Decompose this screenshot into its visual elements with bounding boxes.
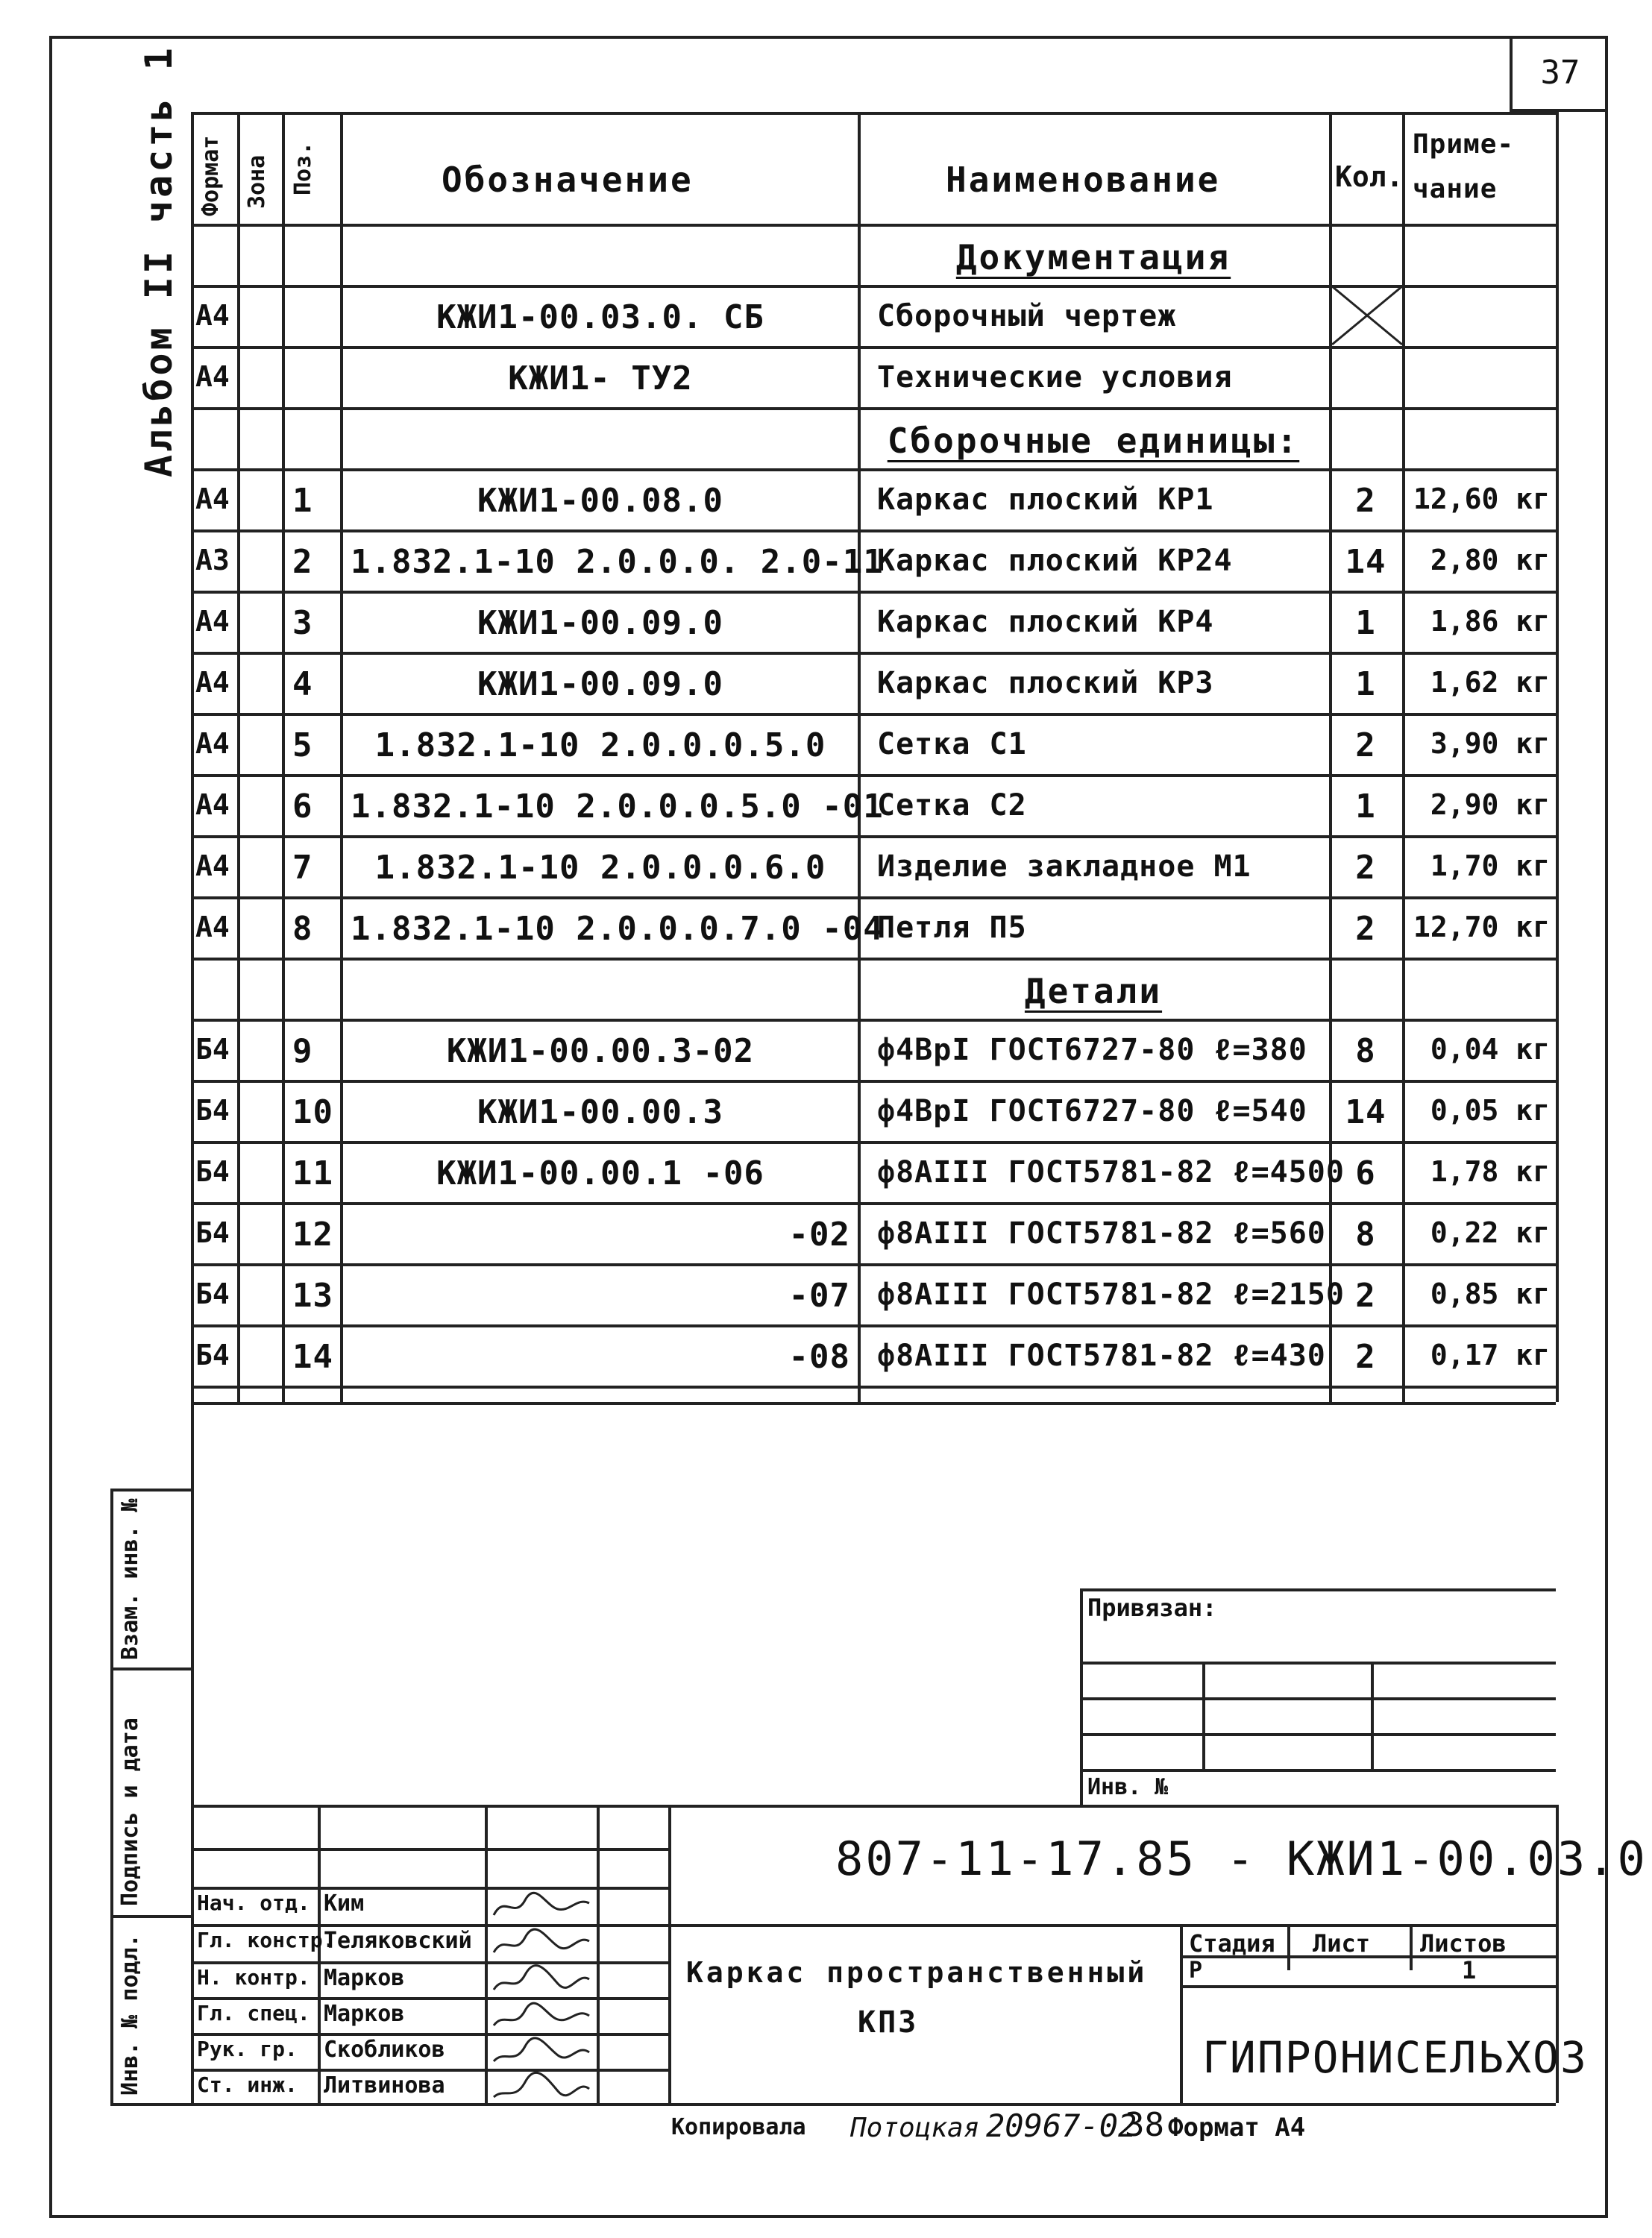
signatory-name: Марков bbox=[324, 2001, 405, 2027]
row-format: А4 bbox=[195, 849, 230, 882]
row-name: ф4ВрI ГОСТ6727-80 ℓ=380 bbox=[877, 1033, 1307, 1067]
row-designation: 1.832.1-10 2.0.0.0.7.0 -04 bbox=[351, 910, 884, 948]
row-note: 0,22 кг bbox=[1430, 1216, 1550, 1249]
row-designation: КЖИ1-00.00.3-02 bbox=[446, 1032, 755, 1070]
signature-mark bbox=[489, 1927, 594, 1961]
header-format: Формат bbox=[198, 135, 224, 216]
signatory-name: Теляковский bbox=[324, 1928, 472, 1954]
footer-format: Формат А4 bbox=[1168, 2113, 1306, 2143]
row-name: Сетка С2 bbox=[877, 788, 1027, 823]
organization: ГИПРОНИСЕЛЬХОЗ bbox=[1202, 2032, 1588, 2083]
row-designation: КЖИ1-00.00.1 -06 bbox=[436, 1154, 764, 1192]
row-note: 12,70 кг bbox=[1413, 911, 1550, 943]
page-number: 37 bbox=[1510, 36, 1608, 112]
row-qty: 1 bbox=[1355, 788, 1376, 826]
row-name: Каркас плоский КР1 bbox=[877, 483, 1214, 517]
row-note: 2,80 кг bbox=[1430, 544, 1550, 576]
row-format: Б4 bbox=[195, 1277, 230, 1310]
footer-copier: Потоцкая bbox=[850, 2113, 980, 2143]
row-note: 1,62 кг bbox=[1430, 666, 1550, 699]
signatory-name: Ким bbox=[324, 1890, 365, 1917]
header-designation: Обозначение bbox=[442, 160, 694, 200]
row-note: 0,04 кг bbox=[1430, 1033, 1550, 1066]
row-designation: -07 bbox=[788, 1277, 850, 1315]
signatory-role: Гл. констр. bbox=[197, 1928, 336, 1952]
row-note: 3,90 кг bbox=[1430, 727, 1550, 760]
item-name-line2: КП3 bbox=[858, 2005, 919, 2040]
row-note: 0,17 кг bbox=[1430, 1339, 1550, 1371]
header-zone: Зона bbox=[244, 154, 270, 209]
signature-mark bbox=[489, 1890, 594, 1924]
row-designation: 1.832.1-10 2.0.0.0.5.0 -01 bbox=[351, 788, 884, 826]
row-pos: 13 bbox=[292, 1277, 333, 1315]
row-qty: 8 bbox=[1355, 1032, 1376, 1070]
binding-inv-label: Инв. № bbox=[1087, 1774, 1169, 1800]
row-designation: КЖИ1-00.09.0 bbox=[477, 604, 723, 642]
row-name: Сборочный чертеж bbox=[877, 299, 1177, 333]
row-note: 1,70 кг bbox=[1430, 849, 1550, 882]
row-qty: 14 bbox=[1345, 543, 1386, 581]
signature-mark bbox=[489, 2000, 594, 2034]
signature-mark bbox=[489, 2072, 594, 2106]
row-pos: 14 bbox=[292, 1338, 333, 1376]
row-format: А4 bbox=[195, 666, 230, 699]
section-details: Детали bbox=[1024, 971, 1163, 1011]
side-label: Альбом II часть 1 bbox=[137, 45, 180, 477]
row-name: ф8АIII ГОСТ5781-82 ℓ=430 bbox=[877, 1339, 1326, 1373]
row-note: 0,85 кг bbox=[1430, 1277, 1550, 1310]
row-format: Б4 bbox=[195, 1033, 230, 1066]
row-designation: -08 bbox=[788, 1338, 850, 1376]
row-format: Б4 bbox=[195, 1155, 230, 1188]
row-name: ф8АIII ГОСТ5781-82 ℓ=2150 bbox=[877, 1277, 1345, 1312]
section-assembly_units: Сборочные единицы: bbox=[887, 421, 1300, 461]
row-pos: 9 bbox=[292, 1032, 313, 1070]
header-qty: Кол. bbox=[1335, 160, 1404, 193]
row-designation: 1.832.1-10 2.0.0.0.6.0 bbox=[374, 849, 826, 887]
doc-number: 807-11-17.85 - КЖИ1-00.03.0 bbox=[835, 1832, 1648, 1886]
header-pos: Поз. bbox=[290, 141, 316, 195]
row-format: Б4 bbox=[195, 1216, 230, 1249]
margin-podpis: Подпись и дата bbox=[117, 1717, 143, 1906]
row-qty: 6 bbox=[1355, 1154, 1376, 1192]
row-pos: 5 bbox=[292, 726, 313, 764]
footer-copied: Копировала bbox=[671, 2114, 806, 2140]
row-pos: 11 bbox=[292, 1154, 333, 1192]
row-qty: 2 bbox=[1355, 726, 1376, 764]
row-note: 0,05 кг bbox=[1430, 1094, 1550, 1127]
row-qty: 2 bbox=[1355, 849, 1376, 887]
signatory-role: Гл. спец. bbox=[197, 2001, 310, 2025]
signatory-role: Рук. гр. bbox=[197, 2037, 298, 2061]
row-format: А4 bbox=[195, 788, 230, 821]
row-format: А4 bbox=[195, 727, 230, 760]
sheets-value: 1 bbox=[1462, 1956, 1477, 1984]
section-documentation: Документация bbox=[955, 237, 1231, 277]
row-designation: КЖИ1-00.08.0 bbox=[477, 482, 723, 520]
row-name: Каркас плоский КР3 bbox=[877, 666, 1214, 700]
item-name-line1: Каркас пространственный bbox=[686, 1956, 1148, 1989]
row-pos: 1 bbox=[292, 482, 313, 520]
signatory-name: Литвинова bbox=[324, 2072, 445, 2099]
row-designation: КЖИ1-00.03.0. СБ bbox=[436, 298, 764, 336]
row-name: Сетка С1 bbox=[877, 727, 1027, 761]
row-format: А4 bbox=[195, 360, 230, 393]
row-designation: 1.832.1-10 2.0.0.0. 2.0-11 bbox=[351, 543, 884, 581]
row-designation: КЖИ1-00.00.3 bbox=[477, 1093, 723, 1131]
row-format: А4 bbox=[195, 299, 230, 332]
signatory-role: Н. контр. bbox=[197, 1965, 310, 1990]
margin-inv: Инв. № подл. bbox=[117, 1934, 143, 2096]
footer-page-ref: 38 bbox=[1125, 2106, 1164, 2144]
stage-label: Стадия bbox=[1189, 1929, 1275, 1958]
signatory-name: Марков bbox=[324, 1965, 405, 1991]
binding-title: Привязан: bbox=[1087, 1594, 1217, 1622]
row-qty: 2 bbox=[1355, 1338, 1376, 1376]
row-format: А4 bbox=[195, 483, 230, 515]
sheets-label: Листов bbox=[1420, 1929, 1507, 1958]
row-pos: 3 bbox=[292, 604, 313, 642]
row-designation: -02 bbox=[788, 1216, 850, 1254]
row-note: 2,90 кг bbox=[1430, 788, 1550, 821]
row-name: Технические условия bbox=[877, 360, 1233, 395]
row-qty: 8 bbox=[1355, 1216, 1376, 1254]
signature-mark bbox=[489, 2036, 594, 2070]
row-name: ф8АIII ГОСТ5781-82 ℓ=4500 bbox=[877, 1155, 1345, 1189]
margin-vzam: Взам. инв. № bbox=[117, 1498, 143, 1660]
stage-value: Р bbox=[1189, 1958, 1203, 1984]
signature-mark bbox=[489, 1964, 594, 1999]
sheet-label: Лист bbox=[1313, 1929, 1371, 1958]
row-format: А4 bbox=[195, 605, 230, 638]
signatory-role: Ст. инж. bbox=[197, 2072, 298, 2097]
signatory-name: Скобликов bbox=[324, 2037, 445, 2063]
row-qty: 14 bbox=[1345, 1093, 1386, 1131]
row-name: Каркас плоский КР24 bbox=[877, 544, 1233, 578]
row-pos: 7 bbox=[292, 849, 313, 887]
footer-code: 20967-02 bbox=[986, 2107, 1137, 2144]
row-pos: 10 bbox=[292, 1093, 333, 1131]
row-name: Каркас плоский КР4 bbox=[877, 605, 1214, 639]
signatory-role: Нач. отд. bbox=[197, 1890, 310, 1915]
row-qty: 2 bbox=[1355, 482, 1376, 520]
row-pos: 2 bbox=[292, 543, 313, 581]
crossed-qty-mark bbox=[1331, 285, 1404, 346]
header-note-2: чание bbox=[1413, 174, 1498, 204]
row-name: ф8АIII ГОСТ5781-82 ℓ=560 bbox=[877, 1216, 1326, 1251]
header-note-1: Приме- bbox=[1413, 129, 1515, 160]
row-pos: 6 bbox=[292, 788, 313, 826]
row-pos: 8 bbox=[292, 910, 313, 948]
header-name: Наименование bbox=[946, 160, 1221, 200]
row-pos: 12 bbox=[292, 1216, 333, 1254]
row-name: ф4ВрI ГОСТ6727-80 ℓ=540 bbox=[877, 1094, 1307, 1128]
row-note: 1,86 кг bbox=[1430, 605, 1550, 638]
row-designation: КЖИ1-00.09.0 bbox=[477, 665, 723, 703]
row-name: Петля П5 bbox=[877, 911, 1027, 945]
row-format: А4 bbox=[195, 911, 230, 943]
row-qty: 1 bbox=[1355, 604, 1376, 642]
row-format: А3 bbox=[195, 544, 230, 576]
row-pos: 4 bbox=[292, 665, 313, 703]
row-qty: 1 bbox=[1355, 665, 1376, 703]
row-qty: 2 bbox=[1355, 1277, 1376, 1315]
row-designation: 1.832.1-10 2.0.0.0.5.0 bbox=[374, 726, 826, 764]
row-name: Изделие закладное М1 bbox=[877, 849, 1251, 884]
row-designation: КЖИ1- ТУ2 bbox=[508, 359, 693, 397]
row-format: Б4 bbox=[195, 1094, 230, 1127]
row-format: Б4 bbox=[195, 1339, 230, 1371]
row-qty: 2 bbox=[1355, 910, 1376, 948]
row-note: 12,60 кг bbox=[1413, 483, 1550, 515]
row-note: 1,78 кг bbox=[1430, 1155, 1550, 1188]
